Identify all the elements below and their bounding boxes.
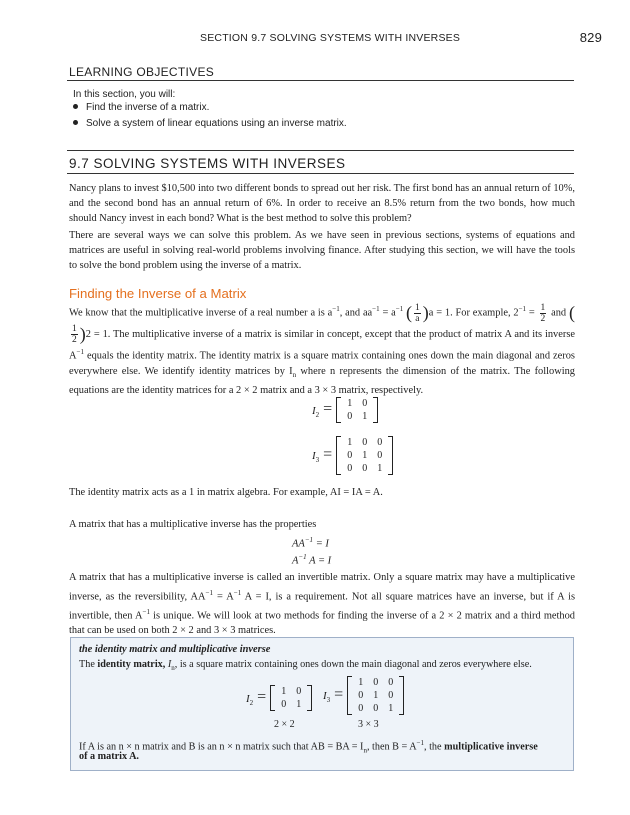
- box-identity-definition: The identity matrix, $I_n$, is a square matrix containing ones down the main diagonal and zeros everywhere else.: [79, 659, 532, 673]
- section-header: SECTION 9.7 SOLVING SYSTEMS WITH INVERSES: [200, 32, 461, 44]
- bullet-icon: [73, 104, 78, 109]
- fraction: $\frac{1}{2}$: [72, 323, 77, 345]
- identity-paragraph: The identity matrix acts as a 1 in matrix algebra. For example, AI = IA = A.: [69, 487, 383, 498]
- fraction: $\frac{1}{2}$: [540, 302, 546, 324]
- divider: [67, 150, 574, 151]
- bullet-icon: [73, 120, 78, 125]
- invertible-paragraph: A matrix that has a multiplicative inverse is called an invertible matrix. Only a square matrix may have a multiplicative inverse, as the reversibility, $AA^{-1} = A^{-1}$ A = I, is a requirement. Not all square matrices have an inverse, but if A is invertible, then $A^{-1}$ is unique. We will look at two methods for finding the inverse of a 2 × 2 matrix and a third method that can be used on both 2 × 2 and 3 × 3 matrices.: [69, 572, 576, 637]
- inverse-definition-paragraph: We know that the multiplicative inverse of a real number a is $a^{-1}$, and $aa^{-1} = a^{-1}$ ( $\frac{1}{a}$ )a = 1. For example, $2^{-1}$ = $\frac{1}{2}$ and ( $\frac{1}{2}$ )2 = 1. The multiplicative inverse of a matrix is similar in concept, except that the product of matrix A and its inverse $A^{-1}$ equals the identity matrix. The identity matrix is a square matrix containing ones down the main diagonal and zeros everywhere else. We identify identity matrices by $I_n$ where n represents the dimension of the matrix. The following equations are the identity matrices for a 2 × 2 matrix and a 3 × 3 matrix, respectively.: [69, 302, 575, 397]
- caption-2x2: 2 × 2: [274, 719, 295, 730]
- page-number: 829: [579, 30, 602, 45]
- section-title: 9.7 SOLVING SYSTEMS WITH INVERSES: [69, 156, 346, 171]
- box-inverse-definition: If A is an n × n matrix and B is an n × n matrix such that AB = BA = $I_n$, then $B = A^{-1}$, the multiplicative inverse: [79, 739, 538, 755]
- equation-aa-inverse: $AA^{-1} = I$: [292, 536, 329, 550]
- box-identity-matrix-2: $I_2$ = 1 0 0 1: [246, 685, 312, 711]
- box-identity-matrix-3: $I_3$ = 1 0 0 0 1 0 0 0 1: [323, 676, 404, 715]
- intro-paragraph: Nancy plans to invest $10,500 into two different bonds to spread out her risk. The first bond has an annual return of 10%, and the second bond has an annual return of 6%. In order to receive an 8.5% return from the two bonds, how much should Nancy invest in each bond? What is the best method to solve this problem?: [69, 183, 575, 224]
- box-inverse-definition-end: of a matrix A.: [79, 751, 139, 762]
- divider: [67, 173, 574, 174]
- context-paragraph: There are several ways we can solve this problem. As we have seen in previous sections, systems of equations and matrices are useful in solving real-world problems involving finance. After studying this section, we will have the tools to solve the bond problem using the inverse of a matrix.: [69, 230, 575, 271]
- properties-paragraph: A matrix that has a multiplicative inverse has the properties: [69, 519, 317, 530]
- fraction: $\frac{1}{a}$: [415, 302, 420, 324]
- objective-item: Find the inverse of a matrix.: [73, 102, 209, 113]
- subheading: Finding the Inverse of a Matrix: [69, 286, 247, 301]
- running-header: [0, 32, 630, 48]
- divider: [67, 80, 574, 81]
- caption-3x3: 3 × 3: [358, 719, 379, 730]
- box-title: the identity matrix and multiplicative inverse: [79, 644, 271, 655]
- equation-inverse-a: $A^{-1}$ A = I: [292, 553, 332, 567]
- identity-matrix-3: $I_3$ = 1 0 0 0 1 0 0 0 1: [312, 436, 393, 475]
- definition-box: [70, 637, 574, 771]
- objective-item: Solve a system of linear equations using an inverse matrix.: [73, 118, 347, 129]
- objectives-intro: In this section, you will:: [73, 89, 176, 100]
- objectives-title: LEARNING OBJECTIVES: [69, 65, 215, 79]
- identity-matrix-2: $I_2$ = 1 0 0 1: [312, 397, 378, 423]
